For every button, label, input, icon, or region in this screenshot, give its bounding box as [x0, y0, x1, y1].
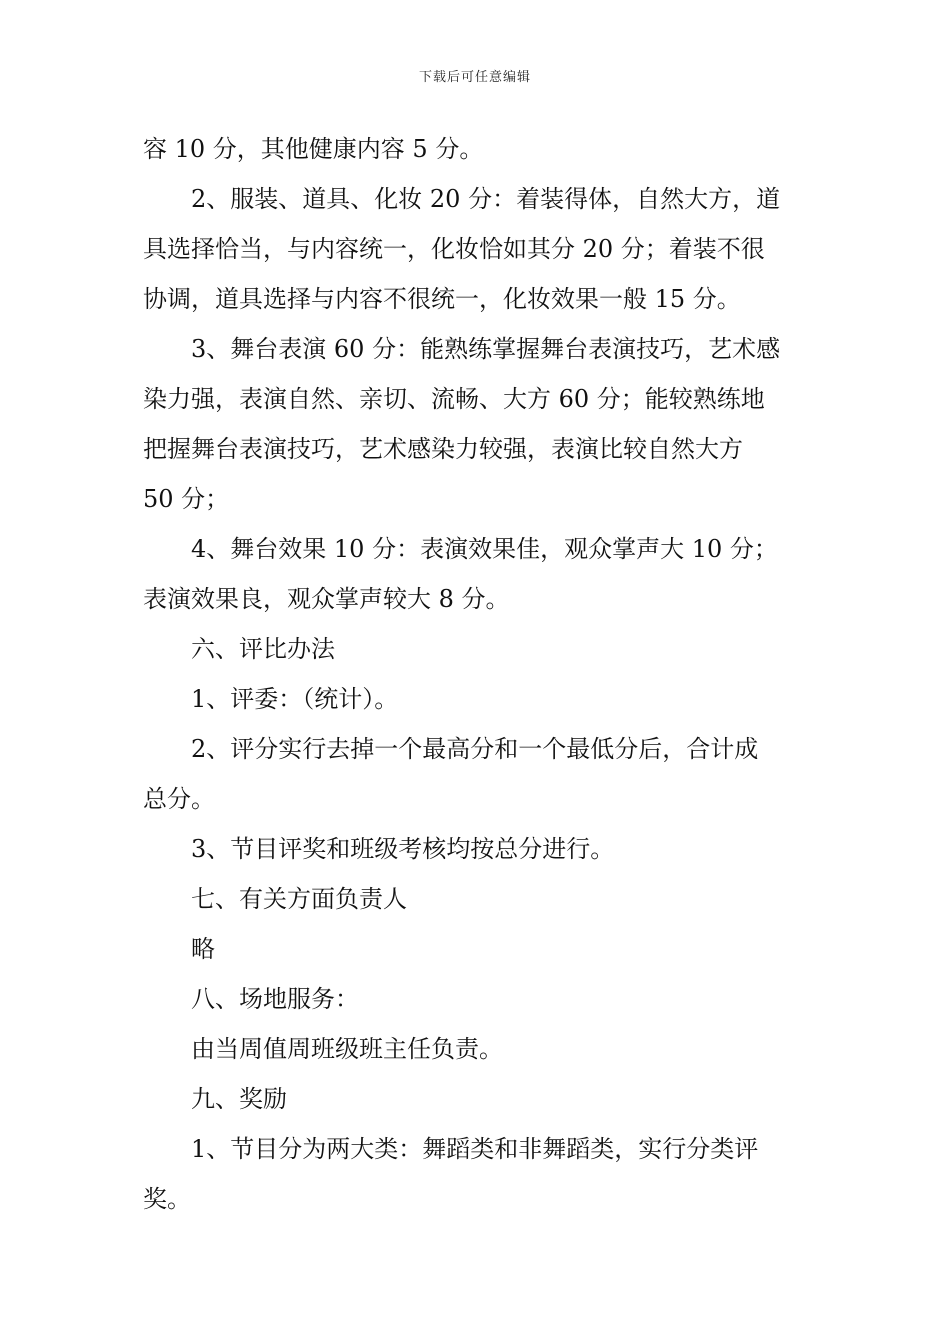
text-line: 表演效果良，观众掌声较大 8 分。 [143, 585, 510, 613]
text-line: 50 分； [143, 485, 230, 513]
paragraph [143, 824, 811, 874]
text-line: 把握舞台表演技巧，艺术感染力较强，表演比较自然大方 [143, 435, 743, 463]
text-line: 2、评分实行去掉一个最高分和一个最低分后，合计成 [191, 735, 759, 763]
text-line: 染力强，表演自然、亲切、流畅、大方 60 分；能较熟练地 [143, 385, 765, 413]
paragraph [143, 124, 811, 174]
text-line: 总分。 [143, 785, 215, 813]
text-line: 容 10 分，其他健康内容 5 分。 [143, 135, 484, 163]
paragraph [143, 524, 811, 624]
text-line: 由当周值周班级班主任负责。 [191, 1035, 503, 1063]
text-line: 3、舞台表演 60 分：能熟练掌握舞台表演技巧，艺术感 [191, 335, 781, 363]
text-line: 奖。 [143, 1185, 191, 1213]
paragraph [143, 324, 811, 524]
paragraph [143, 874, 811, 924]
text-line: 八、场地服务： [191, 985, 359, 1013]
text-line: 七、有关方面负责人 [191, 885, 407, 913]
text-line: 略 [191, 935, 215, 963]
paragraph [143, 1124, 811, 1224]
paragraph [143, 174, 811, 324]
text-line: 协调，道具选择与内容不很统一，化妆效果一般 15 分。 [143, 285, 741, 313]
text-line: 1、评委：（统计）。 [191, 685, 399, 713]
text-line: 1、节目分为两大类：舞蹈类和非舞蹈类，实行分类评 [191, 1135, 759, 1163]
paragraph [143, 1074, 811, 1124]
text-line: 4、舞台效果 10 分：表演效果佳，观众掌声大 10 分； [191, 535, 778, 563]
text-line: 3、节目评奖和班级考核均按总分进行。 [191, 835, 615, 863]
paragraph [143, 624, 811, 674]
text-line: 2、服装、道具、化妆 20 分：着装得体，自然大方，道 [191, 185, 781, 213]
page-header: 下载后可任意编辑 [418, 70, 531, 85]
text-line: 六、评比办法 [191, 635, 335, 663]
text-line: 具选择恰当，与内容统一，化妆恰如其分 20 分；着装不很 [143, 235, 765, 263]
paragraph [143, 924, 811, 974]
text-line: 九、奖励 [191, 1085, 287, 1113]
paragraph [143, 724, 811, 824]
document-body [143, 124, 811, 1224]
paragraph [143, 674, 811, 724]
paragraph [143, 974, 811, 1024]
paragraph [143, 1024, 811, 1074]
